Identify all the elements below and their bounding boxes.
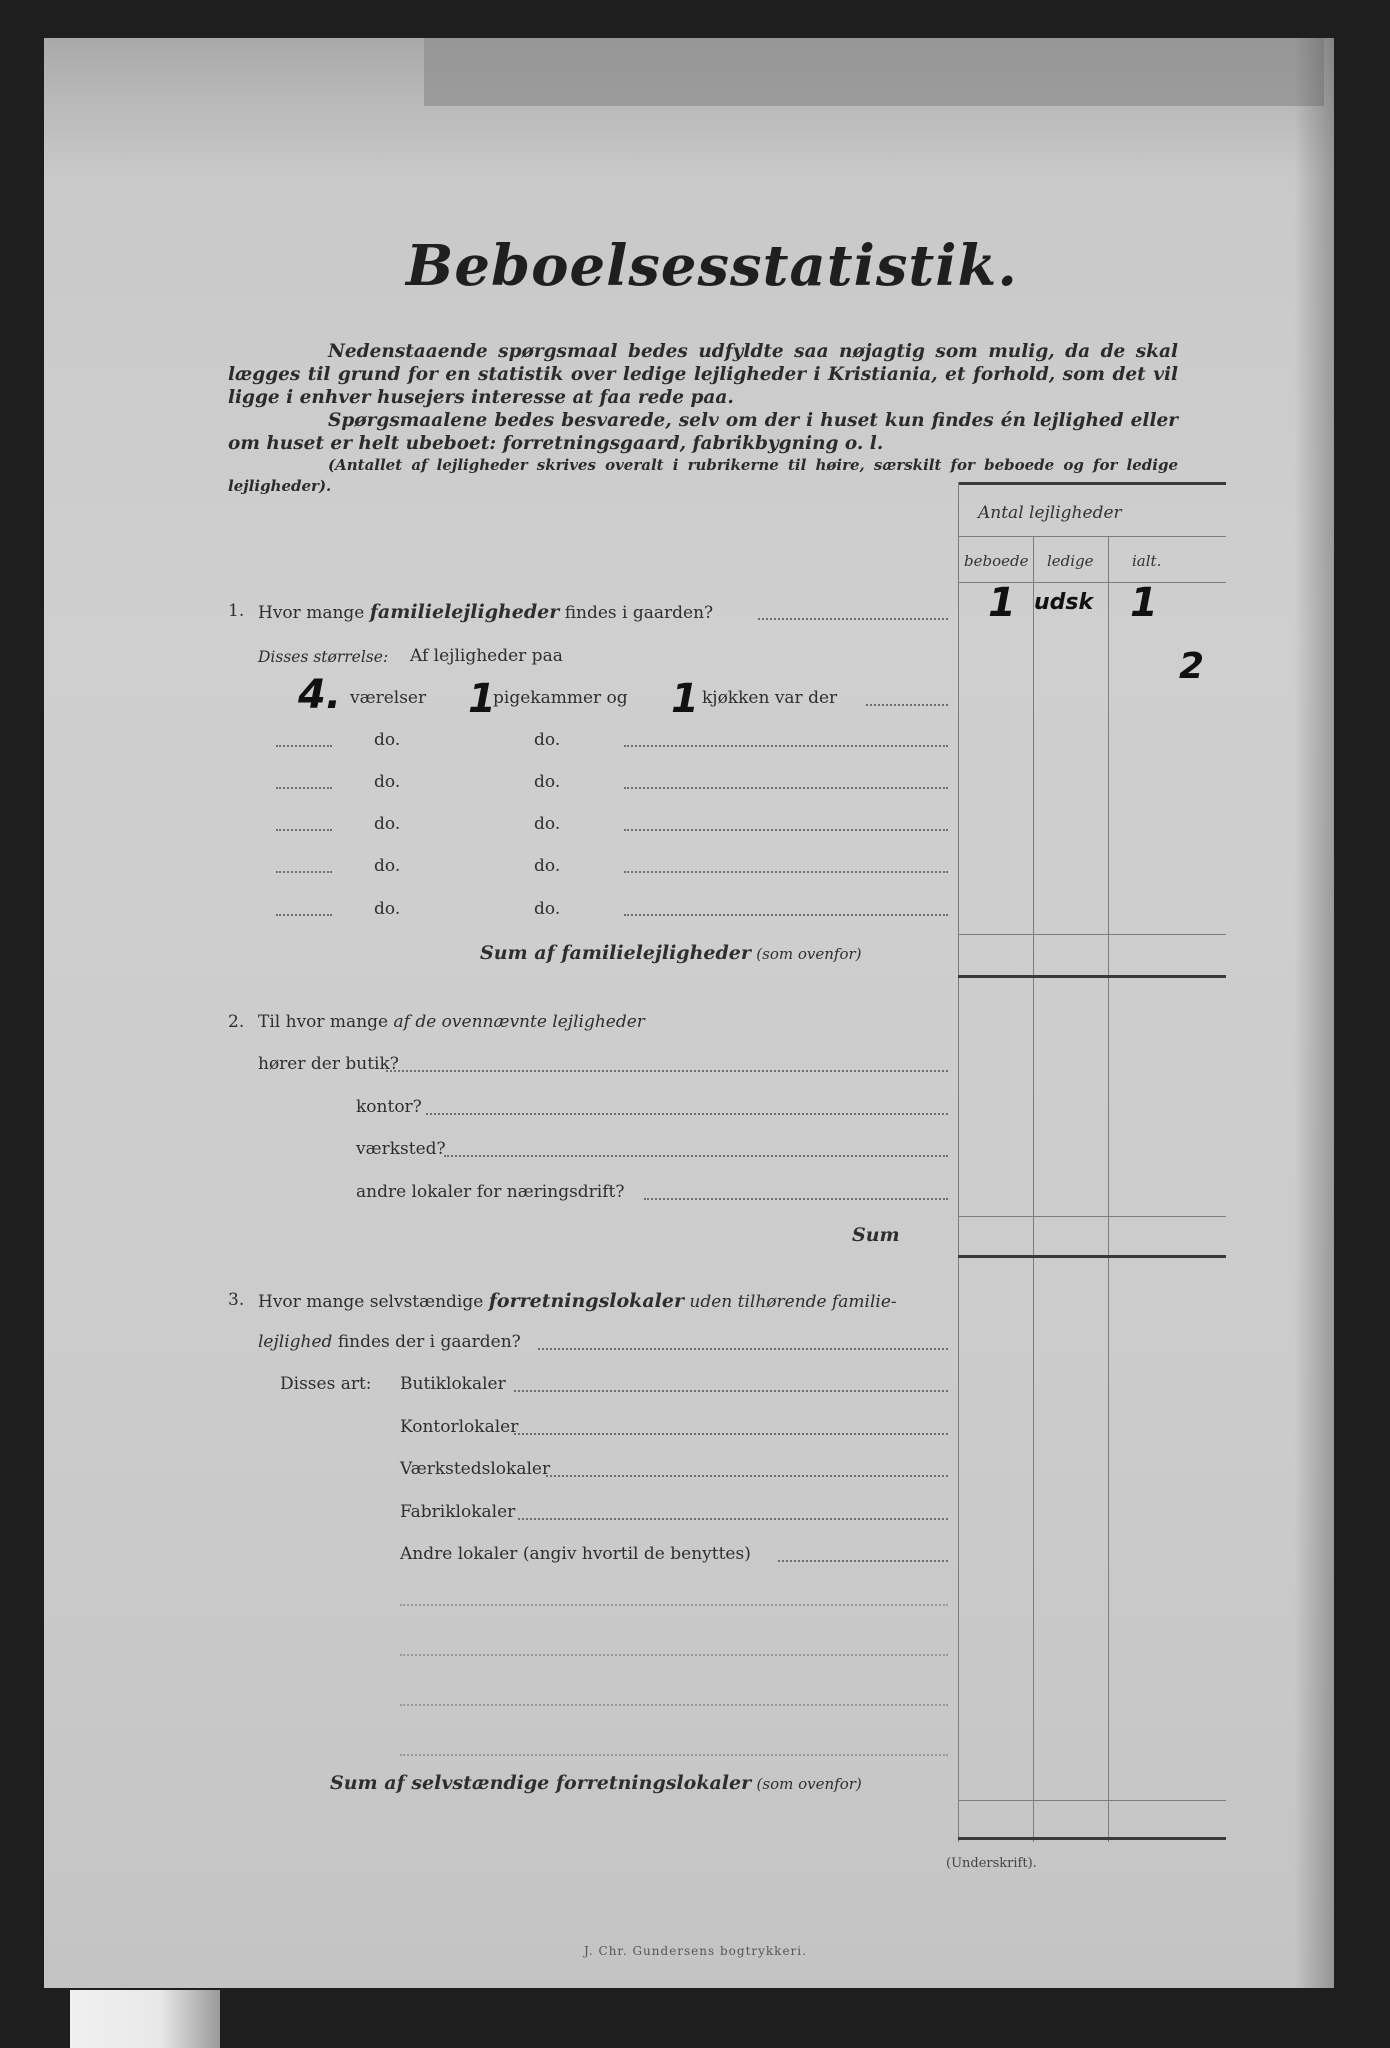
q2-sum-top-rule	[958, 1216, 1226, 1217]
q2-emph: af de ovennævnte lejligheder	[393, 1012, 645, 1032]
q2-andre-dots	[644, 1198, 948, 1200]
q1-sizes-text: Af lejligheder paa	[410, 646, 563, 666]
q3-sum	[330, 1772, 862, 1794]
q3-item-vaerksted-dots	[546, 1475, 948, 1477]
form-sheet	[44, 38, 1334, 1988]
table-divider-2	[1108, 536, 1109, 1842]
col-header-beboede: beboede	[964, 552, 1029, 570]
row3-do-2: do.	[534, 772, 561, 792]
row1-leader-dots	[866, 704, 948, 706]
table-group-rule	[958, 536, 1226, 537]
table-left-rule	[958, 482, 959, 1842]
row4-rooms-blank	[276, 829, 332, 831]
q3-item-butik: Butiklokaler	[400, 1374, 506, 1394]
q3-line2-dots	[538, 1348, 948, 1350]
q1-pre: Hvor mange	[258, 603, 365, 623]
q3-sum-rule	[958, 1837, 1226, 1840]
q3-item-fabrik-dots	[518, 1518, 948, 1520]
q3-item-andre-dots	[778, 1560, 948, 1562]
q3-item-kontor: Kontorlokaler	[400, 1417, 519, 1437]
table-header-group: Antal lejligheder	[978, 503, 1122, 523]
q3-item-vaerksted: Værkstedslokaler	[400, 1459, 551, 1479]
q3-item-kontor-dots	[514, 1433, 948, 1435]
q3-item-andre: Andre lokaler (angiv hvortil de benyttes)	[400, 1544, 751, 1564]
form-title: Beboelsesstatistik.	[406, 233, 1018, 299]
row5-do-2: do.	[534, 856, 561, 876]
q3-blank-line-1	[400, 1604, 948, 1606]
q2-butik-dots	[386, 1070, 948, 1072]
q3-blank-line-3	[400, 1704, 948, 1706]
row3-rooms-blank	[276, 787, 332, 789]
row6-do-1: do.	[374, 899, 401, 919]
q2-pre: Til hvor mange	[258, 1012, 389, 1032]
q1-sum	[480, 942, 862, 964]
q1-number: 1.	[228, 601, 245, 621]
intro-text	[228, 340, 1178, 497]
row3-do-1: do.	[374, 772, 401, 792]
q1-sum-rule	[958, 975, 1226, 978]
q3-line2-text: findes der i gaarden?	[337, 1332, 521, 1352]
q1-leader-dots	[758, 618, 948, 620]
q2-andre: andre lokaler for næringsdrift?	[356, 1182, 625, 1202]
row1-rooms-answer: 4.	[298, 672, 342, 718]
q1-sum-paren: (som ovenfor)	[756, 945, 862, 963]
q3-sum-top-rule	[958, 1800, 1226, 1801]
margin-note: 2	[1179, 646, 1205, 687]
light-flare	[70, 1990, 220, 2048]
q2-vaerksted-dots	[444, 1155, 948, 1157]
q1-sum-emph: Sum af familielejligheder	[480, 942, 751, 964]
row5-leader-dots	[624, 871, 948, 873]
intro-paragraph-1: Nedenstaaende spørgsmaal bedes udfyldte saa nøjagtig som mulig, da de skal lægges til grund for en statistik over ledige lejligheder i Kristiania, et forhold, som det vil ligge i enhver husejers interesse at faa rede paa.	[228, 341, 1178, 408]
row2-do-1: do.	[374, 730, 401, 750]
row2-do-2: do.	[534, 730, 561, 750]
row1-vaerelser: værelser	[350, 688, 427, 708]
row6-rooms-blank	[276, 914, 332, 916]
page-edge-shadow	[1294, 38, 1334, 1988]
row6-do-2: do.	[534, 899, 561, 919]
row2-leader-dots	[624, 745, 948, 747]
q1-sum-top-rule	[958, 934, 1226, 935]
q3-item-fabrik: Fabriklokaler	[400, 1502, 516, 1522]
q2-sum-rule	[958, 1255, 1226, 1258]
q1-answer-beboede: 1	[988, 580, 1016, 626]
intro-paragraph-2: Spørgsmaalene bedes besvarede, selv om der i huset kun findes én lejlighed eller om huset er helt ubeboet: forretningsgaard, fabrikbygning o. l.	[228, 410, 1178, 454]
q2-number: 2.	[228, 1012, 245, 1032]
q2-text	[258, 1012, 645, 1032]
row5-rooms-blank	[276, 871, 332, 873]
printer-imprint: J. Chr. Gundersens bogtrykkeri.	[584, 1944, 807, 1958]
row4-do-2: do.	[534, 814, 561, 834]
q3-art-label: Disses art:	[280, 1374, 372, 1394]
q3-text	[258, 1290, 897, 1312]
row2-rooms-blank	[276, 745, 332, 747]
q2-vaerksted: værksted?	[356, 1139, 446, 1159]
q1-answer-ialt: 1	[1130, 580, 1158, 626]
signature-label: (Underskrift).	[946, 1856, 1037, 1871]
q1-post: findes i gaarden?	[564, 603, 714, 623]
q3-blank-line-4	[400, 1754, 948, 1756]
q1-answer-ledige: udsk	[1034, 590, 1094, 615]
q3-line2	[258, 1332, 521, 1352]
tape-strip	[424, 38, 1324, 106]
row1-pigekammer: pigekammer og	[493, 688, 628, 708]
q2-butik: hører der butik?	[258, 1054, 399, 1074]
q2-sum: Sum	[852, 1224, 900, 1246]
intro-paragraph-3: (Antallet af lejligheder skrives overalt i rubrikerne til høire, særskilt for beboede og for ledige lejligheder).	[228, 456, 1178, 495]
q2-kontor: kontor?	[356, 1097, 422, 1117]
row5-do-1: do.	[374, 856, 401, 876]
q1-emph: familielejligheder	[369, 601, 560, 623]
row1-pige-answer: 1	[468, 676, 496, 722]
col-header-ialt: ialt.	[1132, 552, 1162, 570]
q1-text	[258, 601, 713, 623]
q3-blank-line-2	[400, 1654, 948, 1656]
q3-mid: uden tilhørende familie-	[689, 1292, 897, 1312]
q1-sizes-label: Disses størrelse:	[258, 648, 389, 666]
row3-leader-dots	[624, 787, 948, 789]
row1-kjokken-answer: 1	[671, 676, 699, 722]
q3-sum-emph: Sum af selvstændige forretningslokaler	[330, 1772, 752, 1794]
q3-pre: Hvor mange selvstændige	[258, 1292, 484, 1312]
q3-sum-paren: (som ovenfor)	[756, 1775, 862, 1793]
table-top-rule	[958, 482, 1226, 485]
row4-do-1: do.	[374, 814, 401, 834]
row4-leader-dots	[624, 829, 948, 831]
row1-kjokken: kjøkken var der	[702, 688, 838, 708]
q3-number: 3.	[228, 1290, 245, 1310]
q3-item-butik-dots	[514, 1390, 948, 1392]
table-divider-1	[1033, 536, 1034, 1842]
q2-kontor-dots	[426, 1113, 948, 1115]
row6-leader-dots	[624, 914, 948, 916]
q3-line2-italic: lejlighed	[258, 1332, 333, 1352]
q3-emph: forretningslokaler	[488, 1290, 684, 1312]
col-header-ledige: ledige	[1047, 552, 1094, 570]
